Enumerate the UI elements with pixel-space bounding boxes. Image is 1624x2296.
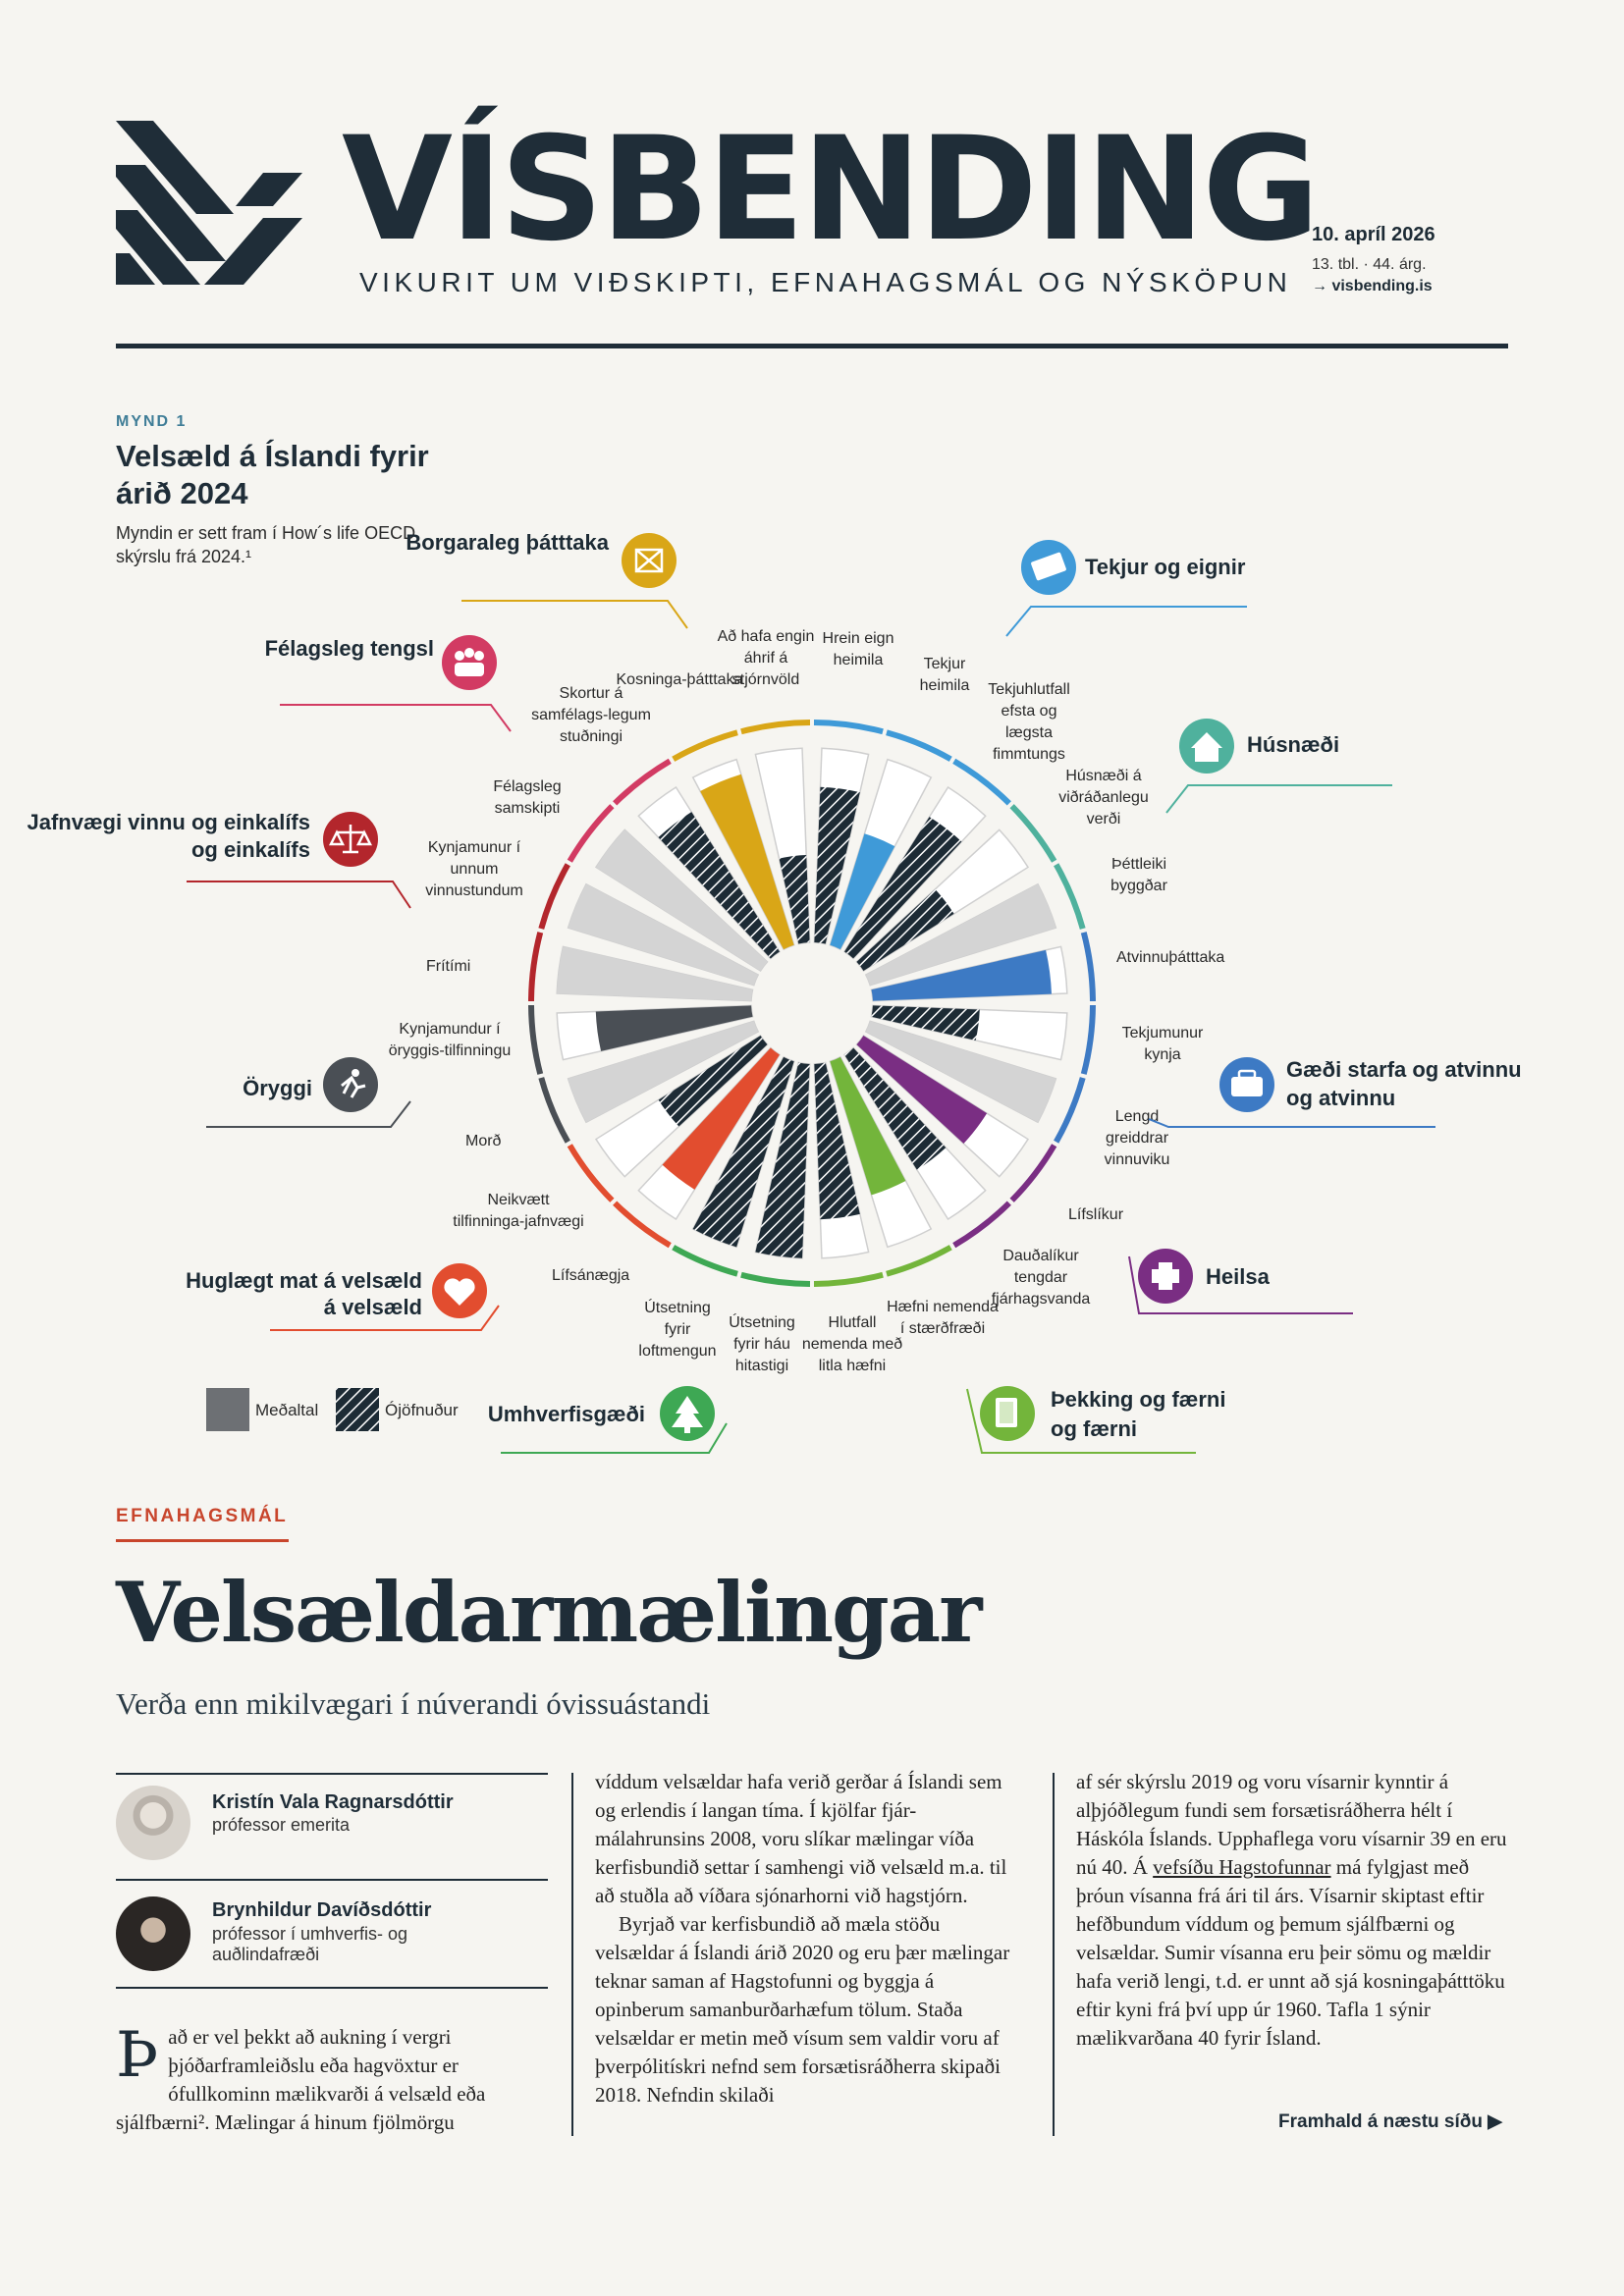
svg-text:Neikvætttilfinninga-jafnvægi xyxy=(453,1192,583,1230)
legend-average-label: Meðaltal xyxy=(255,1401,319,1419)
svg-text:Tekjumunurkynja xyxy=(1122,1025,1204,1063)
legend-inequality-swatch xyxy=(336,1388,379,1431)
indicator-label-line: nemenda með xyxy=(801,1336,903,1353)
svg-text:Þéttleikibyggðar xyxy=(1110,856,1167,894)
paragraph: má fylgjast með þróun vísanna frá ári til árs. Vísarnir skiptast eftir hefðbundum víddum og þemum sjálfbærni og velsældar. Sumir vísanna eru þeir sömu og mældir hafa verið lengi, t.d. er unnt að sjá kosningaþátttöku eftir kyni frá því upp úr 1960. Tafla 1 sýnir mælikvarðana 40 fyrir Ísland. xyxy=(1076,1855,1505,2050)
rim-segment xyxy=(541,865,568,929)
indicator-label: Útsetning xyxy=(729,1314,795,1331)
dimension-label: Huglægt mat á velsæld xyxy=(186,1268,422,1293)
rim-segment xyxy=(531,1005,540,1074)
figure-description: Myndin er sett fram í How´s life OECD skýrslu frá 2024.¹ xyxy=(116,523,416,566)
indicator-label-line: verði xyxy=(1086,811,1121,828)
indicator-label: Hlutfall xyxy=(828,1314,877,1331)
indicator-label: Tekjuhlutfall xyxy=(988,681,1070,698)
indicator-label-line: stuðningi xyxy=(559,728,623,745)
indicator-label-line: fimmtungs xyxy=(993,746,1065,763)
rim-segment xyxy=(1056,1078,1083,1142)
drop-cap: Þ xyxy=(116,2019,159,2092)
indicator-label: Kynjamundur í xyxy=(399,1021,501,1038)
svg-text:Tekjuhlutfallefsta oglægstafim xyxy=(988,681,1070,763)
indicator-label-line: fjárhagsvanda xyxy=(991,1291,1091,1308)
indicator-label-line: í stærðfræði xyxy=(899,1320,986,1337)
article-column-3 xyxy=(1076,1768,1518,2053)
svg-text:á velsæld: á velsæld xyxy=(323,1295,422,1319)
indicator-label: Dauðalíkur xyxy=(1002,1248,1079,1264)
dimension-label: Umhverfisgæði xyxy=(487,1402,645,1426)
dimension-safety xyxy=(206,1057,410,1127)
indicator-label-line: tengdar xyxy=(1013,1269,1068,1286)
continued-next-page[interactable]: Framhald á næstu síðu ▶ xyxy=(1278,2111,1502,2132)
indicator-labels xyxy=(389,628,1225,1374)
svg-text:Lífslíkur xyxy=(1068,1206,1124,1223)
indicator-label: Hrein eign xyxy=(822,630,894,647)
dimension-label: Jafnvægi vinnu og einkalífs xyxy=(27,810,310,834)
svg-text:og færni: og færni xyxy=(1051,1416,1137,1441)
indicator-label: Lífslíkur xyxy=(1068,1206,1124,1223)
issue-number: 13. tbl. · 44. árg. xyxy=(1312,256,1427,273)
dimension-civic xyxy=(406,530,687,628)
indicator-label: Þéttleiki xyxy=(1110,856,1167,873)
svg-text:Skortur ásamfélags-legumstuðni xyxy=(531,685,651,745)
wheel-rim xyxy=(531,722,1093,1284)
indicator-label-line: áhrif á xyxy=(743,650,788,667)
paragraph: Byrjað var kerfisbundið að mæla stöðu velsældar á Íslandi árið 2020 og eru þær mælingar teknar saman af Hagstofunni og byggja á opinberum samanburðarhæfum tölum. Staða velsældar er metin með vísum sem valdir voru af þverpólitískri nefnd sem forsætisráðherra skipaði 2018. Nefndin skilaði xyxy=(595,1912,1010,2107)
rim-segment xyxy=(674,732,737,759)
indicator-label-line: greiddrar xyxy=(1105,1130,1169,1147)
svg-text:og atvinnu: og atvinnu xyxy=(1286,1086,1396,1110)
dimension-label: Borgaraleg þátttaka xyxy=(406,530,609,555)
svg-text:Dauðalíkurtengdarfjárhagsvanda xyxy=(992,1248,1091,1308)
article-headline: Velsældarmælingar xyxy=(116,1564,981,1661)
article-column-2 xyxy=(595,1768,1017,2109)
svg-text:Kosninga-þátttaka xyxy=(617,671,743,688)
dimension-worklife xyxy=(27,810,410,908)
figure-title: Velsæld á Íslandi fyrir árið 2024 xyxy=(116,439,429,510)
rim-segment xyxy=(741,1275,810,1284)
author-name: Brynhildur Davíðsdóttir xyxy=(212,1899,432,1921)
website-link[interactable]: → visbending.is xyxy=(1312,278,1433,294)
svg-text:Tekjurheimila xyxy=(920,656,970,694)
dimension-subjective xyxy=(186,1263,499,1330)
indicator-label-line: efsta og xyxy=(1001,703,1057,720)
dimension-label: Þekking og færni xyxy=(1051,1387,1226,1412)
rim-segment xyxy=(1056,865,1083,929)
dimension-health xyxy=(1129,1249,1353,1313)
indicator-label: Hæfni nemenda xyxy=(887,1299,999,1315)
paragraph: af sér skýrslu 2019 og voru vísarnir kynntir á alþjóðlegum fundi sem forsætisráðherra hélt í Háskóla Íslands. Upphaflega voru vísarnir 39 en eru nú 40. Á xyxy=(1076,1770,1507,1879)
indicator-label: Morð xyxy=(465,1133,502,1149)
indicator-label-line: viðráðanlegu xyxy=(1058,789,1149,806)
svg-text:og einkalífs: og einkalífs xyxy=(190,837,310,862)
indicator-label-line: litla hæfni xyxy=(818,1358,887,1374)
indicator-label: Útsetning xyxy=(644,1300,711,1316)
legend-inequality-label: Ójöfnuður xyxy=(385,1401,459,1419)
masthead-subtitle: VIKURIT UM VIÐSKIPTI, EFNAHAGSMÁL OG NÝSKÖPUN xyxy=(359,267,1292,297)
indicator-label-line: tilfinninga-jafnvægi xyxy=(453,1213,584,1230)
indicator-label-line: heimila xyxy=(919,677,970,694)
rim-segment xyxy=(814,722,883,731)
indicator-label: Frítími xyxy=(426,958,471,975)
svg-text:Útsetningfyrirloftmengun xyxy=(638,1298,716,1360)
svg-text:Hlutfallnemenda meðlitla hæfni xyxy=(802,1314,902,1374)
indicator-label: Að hafa engin xyxy=(717,628,815,645)
dimension-social xyxy=(265,635,511,731)
dimension-income xyxy=(1006,540,1247,636)
indicator-label: Tekjumunur xyxy=(1121,1025,1204,1041)
article-column-1 xyxy=(116,2019,499,2137)
legend-average-swatch xyxy=(206,1388,249,1431)
rim-segment xyxy=(887,1248,950,1274)
section-kicker: EFNAHAGSMÁL xyxy=(116,1506,289,1526)
dimension-environment xyxy=(488,1386,727,1453)
indicator-label-line: stjórnvöld xyxy=(731,671,800,688)
svg-text:Frítími xyxy=(426,958,470,975)
indicator-label-line: vinnuviku xyxy=(1104,1151,1170,1168)
article-subhead: Verða enn mikilvægari í núverandi óvissuástandi xyxy=(116,1686,711,1721)
kicker-underline xyxy=(116,1539,289,1542)
indicator-label-line: byggðar xyxy=(1110,878,1167,894)
runner-icon xyxy=(323,1057,378,1112)
author-role: prófessor emerita xyxy=(212,1815,351,1835)
indicator-label: Kosninga-þátttaka xyxy=(616,671,743,688)
svg-text:Morð xyxy=(465,1133,502,1149)
indicator-label: Lengd xyxy=(1114,1108,1160,1125)
indicator-label-line: hitastigi xyxy=(734,1358,789,1374)
svg-text:Kynjamunur íunnumvinnustundum xyxy=(425,839,523,899)
paragraph: að er vel þekkt að aukning í vergri þjóðarframleiðslu eða hagvöxtur er ófullkominn mælikvarði á velsæld eða sjálfbærni². Mælingar á hinum fjölmörgu xyxy=(116,2025,486,2134)
svg-text:Atvinnuþátttaka xyxy=(1116,949,1224,966)
indicator-label: Húsnæði á xyxy=(1065,768,1142,784)
dimension-jobs xyxy=(1149,1057,1522,1127)
masthead-title: VÍSBENDING xyxy=(342,106,1318,273)
indicator-label-line: lægsta xyxy=(1004,724,1054,741)
indicator-label: Skortur á xyxy=(559,685,623,702)
hagstofan-link[interactable]: vefsíðu Hagstofunnar xyxy=(1153,1855,1331,1879)
svg-text:Hæfni nemendaí stærðfræði xyxy=(887,1299,999,1337)
indicator-label: Atvinnuþátttaka xyxy=(1116,949,1225,966)
rim-segment xyxy=(541,1078,568,1142)
author-divider xyxy=(116,1879,548,1881)
rim-segment xyxy=(741,722,810,731)
rim-segment xyxy=(531,933,540,1001)
rim-segment xyxy=(887,732,950,759)
svg-text:Lífsánægja xyxy=(552,1267,629,1284)
dimension-label: Tekjur og eignir xyxy=(1085,555,1246,579)
indicator-label-line: loftmengun xyxy=(638,1343,717,1360)
indicator-label: Tekjur xyxy=(923,656,966,672)
indicator-label-line: öryggis-tilfinningu xyxy=(388,1042,512,1059)
issue-date: 10. apríl 2026 xyxy=(1312,224,1435,245)
author-avatar xyxy=(116,1786,190,1860)
dimension-knowledge xyxy=(967,1386,1225,1453)
indicator-label-line: samfélags-legum xyxy=(531,707,651,723)
indicator-label: Félagsleg xyxy=(493,778,562,795)
rim-segment xyxy=(1084,1005,1093,1074)
svg-text:Húsnæði áviðráðanleguverði xyxy=(1058,768,1149,828)
dimension-label: Öryggi xyxy=(243,1076,312,1100)
rim-segment xyxy=(814,1275,883,1284)
indicator-label: Kynjamunur í xyxy=(427,839,521,856)
indicator-label-line: heimila xyxy=(833,652,884,668)
dimension-label: Gæði starfa og atvinnu xyxy=(1286,1057,1522,1082)
rim-segment xyxy=(1084,933,1093,1001)
indicator-label-line: fyrir xyxy=(664,1321,691,1338)
figure-label: MYND 1 xyxy=(116,413,188,430)
indicator-label: Lífsánægja xyxy=(552,1267,630,1284)
column-divider xyxy=(571,1773,573,2136)
indicator-label: Neikvætt xyxy=(487,1192,550,1208)
indicator-label-line: fyrir háu xyxy=(733,1336,790,1353)
dimension-label: Heilsa xyxy=(1206,1264,1270,1289)
author-divider xyxy=(116,1987,548,1989)
indicator-label-line: vinnustundum xyxy=(425,882,523,899)
indicator-label-line: unnum xyxy=(450,861,499,878)
author-divider xyxy=(116,1773,548,1775)
column-divider xyxy=(1053,1773,1055,2136)
svg-text:Útsetningfyrir háuhitastigi xyxy=(729,1312,795,1374)
indicator-label-line: kynja xyxy=(1144,1046,1181,1063)
paragraph: víddum velsældar hafa verið gerðar á Íslandi sem og erlendis í langan tíma. Í kjölfar fjár-málahrunsins 2008, voru slíkar mælingar víða kerfisbundið settar í samhengi við velsæld m.a. til að stuðla að víðara sjónarhorni við hagstjórn. xyxy=(595,1770,1007,1907)
figure-legend xyxy=(206,1388,459,1431)
wheel-wedges xyxy=(557,748,1067,1258)
indicator-label-line: samskipti xyxy=(494,800,561,817)
author-name: Kristín Vala Ragnarsdóttir xyxy=(212,1791,454,1813)
svg-text:Félagslegsamskipti xyxy=(493,778,561,817)
svg-text:Hrein eignheimila xyxy=(823,630,894,668)
author-role: prófessor í umhverfis- og auðlindafræði xyxy=(212,1924,408,1964)
dimension-label: Félagsleg tengsl xyxy=(264,636,434,661)
rim-segment xyxy=(674,1248,737,1274)
svg-text:Kynjamundur íöryggis-tilfinnin xyxy=(389,1021,512,1059)
dimension-housing xyxy=(1166,719,1392,813)
author-avatar xyxy=(116,1896,190,1971)
svg-text:Að hafa engináhrif ástjórnvöld xyxy=(718,628,815,688)
svg-text:Lengdgreiddrarvinnuviku xyxy=(1105,1108,1170,1168)
dimension-label: Húsnæði xyxy=(1247,732,1340,757)
